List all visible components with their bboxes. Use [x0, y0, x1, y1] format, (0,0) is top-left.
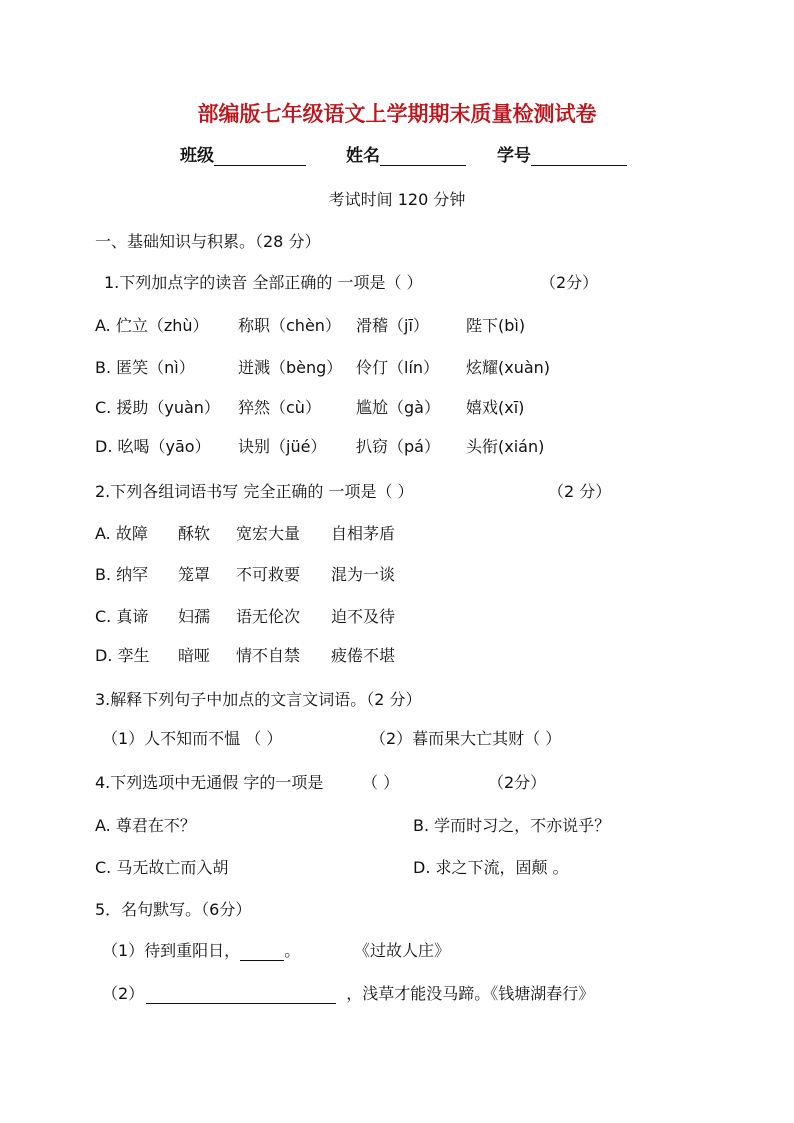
exam-title: 部编版七年级语文上学期期末质量检测试卷	[197, 101, 597, 126]
name-label: 姓名	[346, 146, 380, 166]
q1-option-c-1: C. 援助（yuàn）	[95, 398, 220, 417]
q1-option-b-1: B. 匿笑（nì）	[95, 358, 195, 377]
q1-option-d-4: 头衔(xián)	[466, 437, 545, 456]
q1-option-a-4: 陛下(bì)	[466, 316, 526, 335]
q1-option-c-4: 嬉戏(xī)	[466, 398, 525, 417]
class-label: 班级	[180, 146, 214, 166]
q3-item-2: （2）暮而果大亡其财（ ）	[370, 729, 562, 748]
q1-option-a-3: 滑稽（jī）	[356, 316, 429, 335]
q2-option-b-2: 笼罩	[178, 565, 211, 584]
q5-item-1-blank[interactable]	[240, 943, 284, 961]
q4-option-d: D. 求之下流，固颠 。	[413, 858, 569, 877]
q1-option-d-1: D. 吆喝（yāo）	[95, 437, 211, 456]
q1-option-a-2: 称职（chèn）	[238, 316, 341, 335]
q2-option-b-4: 混为一谈	[331, 565, 396, 584]
q1-option-b-2: 迸溅（bèng）	[238, 358, 343, 377]
class-blank[interactable]	[214, 148, 306, 166]
q1-option-d-3: 扒窃（pá）	[356, 437, 440, 456]
id-blank[interactable]	[531, 148, 627, 166]
q2-option-b-1: B. 纳罕	[95, 565, 149, 584]
q4-score: （2分）	[488, 773, 547, 792]
q2-option-c-4: 迫不及待	[331, 607, 396, 626]
q5-item-2-blank[interactable]	[146, 986, 336, 1004]
section-1-heading: 一、基础知识与积累。（28 分）	[95, 232, 321, 251]
q5-item-1	[102, 941, 300, 961]
q3-item-1: （1）人不知而不愠 （ ）	[102, 729, 283, 748]
q1-option-b-4: 炫耀(xuàn)	[466, 358, 551, 377]
q1-score: （2分）	[540, 273, 599, 292]
q5-item-2-text: ，浅草才能没马蹄。《钱塘湖春行》	[346, 984, 595, 1003]
q2-option-d-1: D. 孪生	[95, 646, 150, 665]
q5-item-1-text: （1）待到重阳日，	[102, 941, 241, 960]
q2-option-a-2: 酥软	[178, 524, 211, 543]
q1-stem: 1.下列加点字的读音 全部正确的 一项是（ ）	[104, 273, 423, 292]
name-blank[interactable]	[380, 148, 466, 166]
q2-option-c-2: 妇孺	[178, 607, 211, 626]
q1-option-b-3: 伶仃（lín）	[356, 358, 440, 377]
q4-answer-paren: （ ）	[362, 773, 400, 792]
q1-option-d-2: 诀别（jüé）	[238, 437, 327, 456]
q1-option-c-3: 尴尬（gà）	[356, 398, 440, 417]
id-label: 学号	[497, 146, 531, 166]
q4-option-c: C. 马无故亡而入胡	[95, 858, 229, 877]
q2-option-d-4: 疲倦不堪	[331, 646, 396, 665]
q2-option-c-3: 语无伦次	[236, 607, 301, 626]
q1-option-a-1: A. 伫立（zhù）	[95, 316, 209, 335]
q4-option-a: A. 尊君在不？	[95, 816, 196, 835]
q2-option-a-1: A. 故障	[95, 524, 148, 543]
q2-option-b-3: 不可救要	[236, 565, 301, 584]
q5-item-2-num: （2）	[102, 984, 145, 1003]
q3-stem: 3.解释下列句子中加点的文言文词语。（2 分）	[95, 690, 422, 709]
q5-item-1-end: 。	[284, 941, 301, 960]
q2-option-d-3: 情不自禁	[236, 646, 301, 665]
id-field	[497, 146, 627, 166]
q2-score: （2 分）	[548, 482, 612, 501]
q2-option-a-4: 自相茅盾	[331, 524, 396, 543]
name-field	[346, 146, 466, 166]
q2-option-c-1: C. 真谛	[95, 607, 149, 626]
q2-stem: 2.下列各组词语书写 完全正确的 一项是（ ）	[95, 482, 414, 501]
exam-time-note: 考试时间 120 分钟	[328, 190, 466, 209]
q4-stem: 4.下列选项中无通假 字的一项是	[95, 773, 324, 792]
q1-option-c-2: 猝然（cù）	[238, 398, 321, 417]
q5-item-1-source: 《过故人庄》	[354, 941, 451, 960]
q2-option-a-3: 宽宏大量	[236, 524, 301, 543]
q2-option-d-2: 暗哑	[178, 646, 211, 665]
class-field	[180, 146, 306, 166]
q4-option-b: B. 学而时习之，不亦说乎？	[413, 816, 611, 835]
q5-item-2	[102, 984, 594, 1004]
q5-stem: 5．名句默写。（6分）	[95, 900, 252, 919]
